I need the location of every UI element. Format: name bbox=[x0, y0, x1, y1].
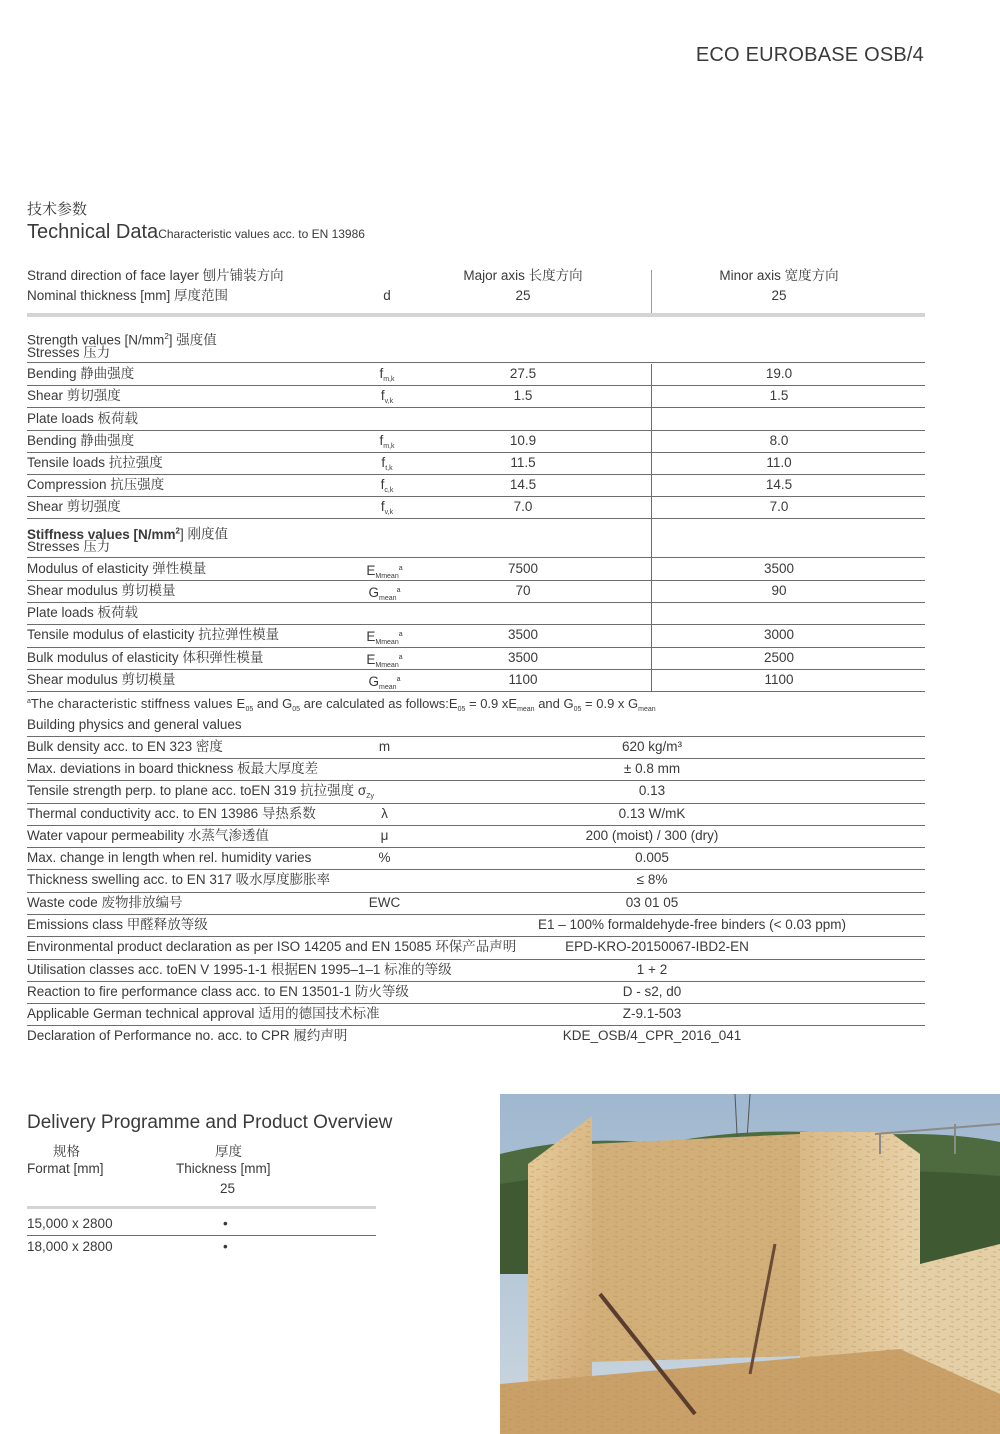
row-label: Compression 抗压强度 bbox=[27, 477, 165, 492]
row-symbol: EWC bbox=[368, 895, 401, 910]
row-value: KDE_OSB/4_CPR_2016_041 bbox=[562, 1028, 742, 1043]
table-row bbox=[27, 559, 925, 581]
strand-label: Strand direction of face layer 刨片铺装方向 bbox=[27, 268, 284, 283]
row-label: Shear modulus 剪切模量 bbox=[27, 672, 176, 687]
row-symbol: $f_{c,k}$ bbox=[380, 477, 394, 494]
row-minor: 7.0 bbox=[769, 499, 789, 514]
row-label: Thermal conductivity acc. to EN 13986 导热系数 bbox=[27, 806, 316, 821]
table-row bbox=[27, 1026, 925, 1048]
row-symbol: % bbox=[378, 850, 391, 865]
column-divider bbox=[651, 364, 652, 692]
row-major: 1.5 bbox=[513, 388, 533, 403]
format-value: 15,000 x 2800 bbox=[27, 1216, 113, 1231]
row-label: Water vapour permeability 水蒸气渗透值 bbox=[27, 828, 269, 843]
row-label: Bulk modulus of elasticity 体积弹性模量 bbox=[27, 650, 264, 665]
table-row bbox=[27, 737, 925, 759]
row-value: 620 kg/m³ bbox=[621, 739, 683, 754]
availability-mark: • bbox=[223, 1239, 228, 1254]
row-symbol: m bbox=[378, 739, 391, 754]
header-divider bbox=[651, 270, 652, 313]
row-symbol: μ bbox=[380, 828, 389, 843]
row-symbol: $f_{v,k}$ bbox=[380, 388, 394, 405]
row-symbol: $f_{v,k}$ bbox=[380, 499, 394, 516]
row-label: Tensile strength perp. to plane acc. toEN 319 抗拉强度 $\sigma_{Zy}$ bbox=[27, 783, 375, 800]
thickness-value: 25 bbox=[220, 1181, 236, 1196]
row-value: 0.13 bbox=[638, 783, 666, 798]
table-row bbox=[27, 848, 925, 870]
row-minor: 90 bbox=[771, 583, 787, 598]
row-symbol: $G_{mean}^a$ bbox=[368, 585, 401, 602]
table-row bbox=[27, 364, 925, 386]
row-value: 200 (moist) / 300 (dry) bbox=[585, 828, 719, 843]
row-minor: 11.0 bbox=[766, 455, 792, 470]
row-major: 7.0 bbox=[513, 499, 533, 514]
document-title: ECO EUROBASE OSB/4 bbox=[695, 44, 924, 66]
row-value: E1 – 100% formaldehyde-free binders (< 0.03 ppm) bbox=[537, 917, 847, 932]
row-label: Utilisation classes acc. toEN V 1995-1-1 根据EN 1995–1–1 标准的等级 bbox=[27, 962, 452, 977]
heading-cn: 技术参数 bbox=[27, 201, 88, 218]
table-row bbox=[27, 937, 925, 960]
row-major: 7500 bbox=[507, 561, 539, 576]
row-label: Declaration of Performance no. acc. to CPR 履约声明 bbox=[27, 1028, 348, 1043]
row-symbol: $E_{Mmean}^a$ bbox=[366, 652, 403, 669]
row-major: 11.5 bbox=[510, 455, 536, 470]
row-value: ≤ 8% bbox=[636, 872, 668, 887]
heading-sub: Characteristic values acc. to EN 13986 bbox=[158, 227, 365, 241]
thickness-cn: 厚度 bbox=[215, 1144, 242, 1159]
delivery-rule bbox=[27, 1206, 376, 1209]
table-row bbox=[27, 453, 925, 475]
row-minor: 3500 bbox=[763, 561, 795, 576]
table-row bbox=[27, 670, 925, 692]
list-item bbox=[27, 1237, 376, 1259]
construction-photo bbox=[500, 1094, 1000, 1434]
thickness-symbol: d bbox=[383, 288, 391, 303]
row-label: Bulk density acc. to EN 323 密度 bbox=[27, 739, 223, 754]
row-label: Bending 静曲强度 bbox=[27, 433, 135, 448]
row-label: Bending 静曲强度 bbox=[27, 366, 135, 381]
footnote-text: $^a$The characteristic stiffness values $E_{05}$ and $G_{05}$ are calculated as $follows:E_{05} = 0.9$ $xE_{mean}$ and $G_{05} = 0.9$ x $G_{mean}$ bbox=[27, 696, 656, 713]
row-label: Modulus of elasticity 弹性模量 bbox=[27, 561, 207, 576]
table-row bbox=[27, 804, 925, 826]
row-value: 03 01 05 bbox=[625, 895, 679, 910]
header-rule bbox=[27, 313, 925, 317]
row-label: Tensile loads 抗拉强度 bbox=[27, 455, 163, 470]
plate-loads-label: Plate loads 板荷载 bbox=[27, 411, 139, 426]
thickness-minor: 25 bbox=[771, 288, 787, 303]
row-label: Max. deviations in board thickness 板最大厚度差 bbox=[27, 761, 319, 776]
row-value: Z-9.1-503 bbox=[622, 1006, 682, 1021]
row-label: Shear 剪切强度 bbox=[27, 388, 121, 403]
table-row bbox=[27, 781, 925, 804]
stiffness-title-row bbox=[27, 521, 925, 558]
heading-en: Technical Data bbox=[27, 221, 159, 243]
row-label: Waste code 废物排放编号 bbox=[27, 895, 183, 910]
table-row bbox=[27, 431, 925, 453]
minor-axis-label: Minor axis 宽度方向 bbox=[719, 268, 839, 283]
format-en: Format [mm] bbox=[27, 1161, 104, 1176]
stiffness-stresses: Stresses 压力 bbox=[27, 539, 111, 554]
table-row bbox=[27, 759, 925, 781]
row-value: EPD-KRO-20150067-IBD2-EN bbox=[565, 939, 749, 954]
row-major: 27.5 bbox=[509, 366, 537, 381]
row-symbol: $E_{Mmean}^a$ bbox=[366, 563, 403, 580]
row-minor: 2500 bbox=[763, 650, 795, 665]
row-value: 0.13 W/mK bbox=[618, 806, 686, 821]
row-value: ± 0.8 mm bbox=[623, 761, 681, 776]
format-value: 18,000 x 2800 bbox=[27, 1239, 113, 1254]
availability-mark: • bbox=[223, 1216, 228, 1231]
table-row bbox=[27, 1004, 925, 1026]
strength-title: Strength values $[N/mm^2]$ 强度值 bbox=[27, 332, 217, 348]
row-label: Tensile modulus of elasticity 抗拉弹性模量 bbox=[27, 627, 280, 642]
table-row bbox=[27, 915, 925, 937]
row-label: Shear 剪切强度 bbox=[27, 499, 121, 514]
table-row bbox=[27, 475, 925, 497]
row-symbol: λ bbox=[381, 806, 388, 821]
plate-loads-label: Plate loads 板荷载 bbox=[27, 605, 139, 620]
table-row bbox=[27, 648, 925, 670]
row-label: Max. change in length when rel. humidity varies bbox=[27, 850, 312, 865]
row-label: Applicable German technical approval 适用的德国技术标准 bbox=[27, 1006, 380, 1021]
major-axis-label: Major axis 长度方向 bbox=[463, 268, 583, 283]
strand-direction-row bbox=[27, 266, 925, 286]
thickness-en: Thickness [mm] bbox=[176, 1161, 271, 1176]
table-row bbox=[27, 826, 925, 848]
table-row bbox=[27, 960, 925, 982]
nominal-thickness-row bbox=[27, 286, 925, 306]
row-symbol: $f_{t,k}$ bbox=[381, 455, 393, 472]
table-row bbox=[27, 386, 925, 408]
row-major: 70 bbox=[515, 583, 531, 598]
row-label: Reaction to fire performance class acc. to EN 13501-1 防火等级 bbox=[27, 984, 409, 999]
row-major: 3500 bbox=[507, 627, 539, 642]
row-label: Thickness swelling acc. to EN 317 吸水厚度膨胀率 bbox=[27, 872, 331, 887]
row-major: 1100 bbox=[508, 672, 538, 687]
row-value: 1 + 2 bbox=[636, 962, 668, 977]
table-row bbox=[27, 497, 925, 519]
table-row bbox=[27, 893, 925, 915]
stiffness-title: Stiffness values $[N/mm^2]$ 刚度值 bbox=[27, 526, 229, 542]
row-minor: 19.0 bbox=[765, 366, 793, 381]
table-row bbox=[27, 982, 925, 1004]
row-minor: 3000 bbox=[763, 627, 795, 642]
row-symbol: $E_{Mmean}^a$ bbox=[366, 629, 403, 646]
row-label: Environmental product declaration as per ISO 14205 and EN 15085 环保产品声明 bbox=[27, 939, 517, 954]
thickness-label: Nominal thickness [mm] 厚度范围 bbox=[27, 288, 229, 303]
row-value: 0.005 bbox=[635, 850, 669, 865]
strength-stresses: Stresses 压力 bbox=[27, 345, 111, 360]
row-minor: 14.5 bbox=[765, 477, 793, 492]
row-symbol: $f_{m,k}$ bbox=[379, 433, 395, 450]
list-item bbox=[27, 1214, 376, 1236]
table-row bbox=[27, 581, 925, 603]
footnote bbox=[27, 692, 925, 712]
physics-title: Building physics and general values bbox=[27, 717, 242, 732]
delivery-title: Delivery Programme and Product Overview bbox=[27, 1112, 393, 1133]
plate-loads-row bbox=[27, 603, 925, 625]
strength-title-row bbox=[27, 327, 925, 363]
row-value: D - s2, d0 bbox=[622, 984, 682, 999]
row-minor: 1100 bbox=[764, 672, 794, 687]
physics-title-row bbox=[27, 715, 925, 737]
thickness-major: 25 bbox=[515, 288, 531, 303]
row-minor: 1.5 bbox=[769, 388, 789, 403]
row-label: Emissions class 甲醛释放等级 bbox=[27, 917, 208, 932]
row-minor: 8.0 bbox=[769, 433, 789, 448]
plate-loads-row bbox=[27, 409, 925, 431]
row-symbol: $f_{m,k}$ bbox=[379, 366, 395, 383]
table-row bbox=[27, 870, 925, 893]
format-cn: 规格 bbox=[53, 1144, 80, 1159]
table-row bbox=[27, 625, 925, 648]
row-major: 3500 bbox=[507, 650, 539, 665]
row-label: Shear modulus 剪切模量 bbox=[27, 583, 176, 598]
section-heading bbox=[27, 201, 365, 245]
row-major: 14.5 bbox=[509, 477, 537, 492]
row-symbol: $G_{mean}^a$ bbox=[368, 674, 401, 691]
row-major: 10.9 bbox=[509, 433, 537, 448]
